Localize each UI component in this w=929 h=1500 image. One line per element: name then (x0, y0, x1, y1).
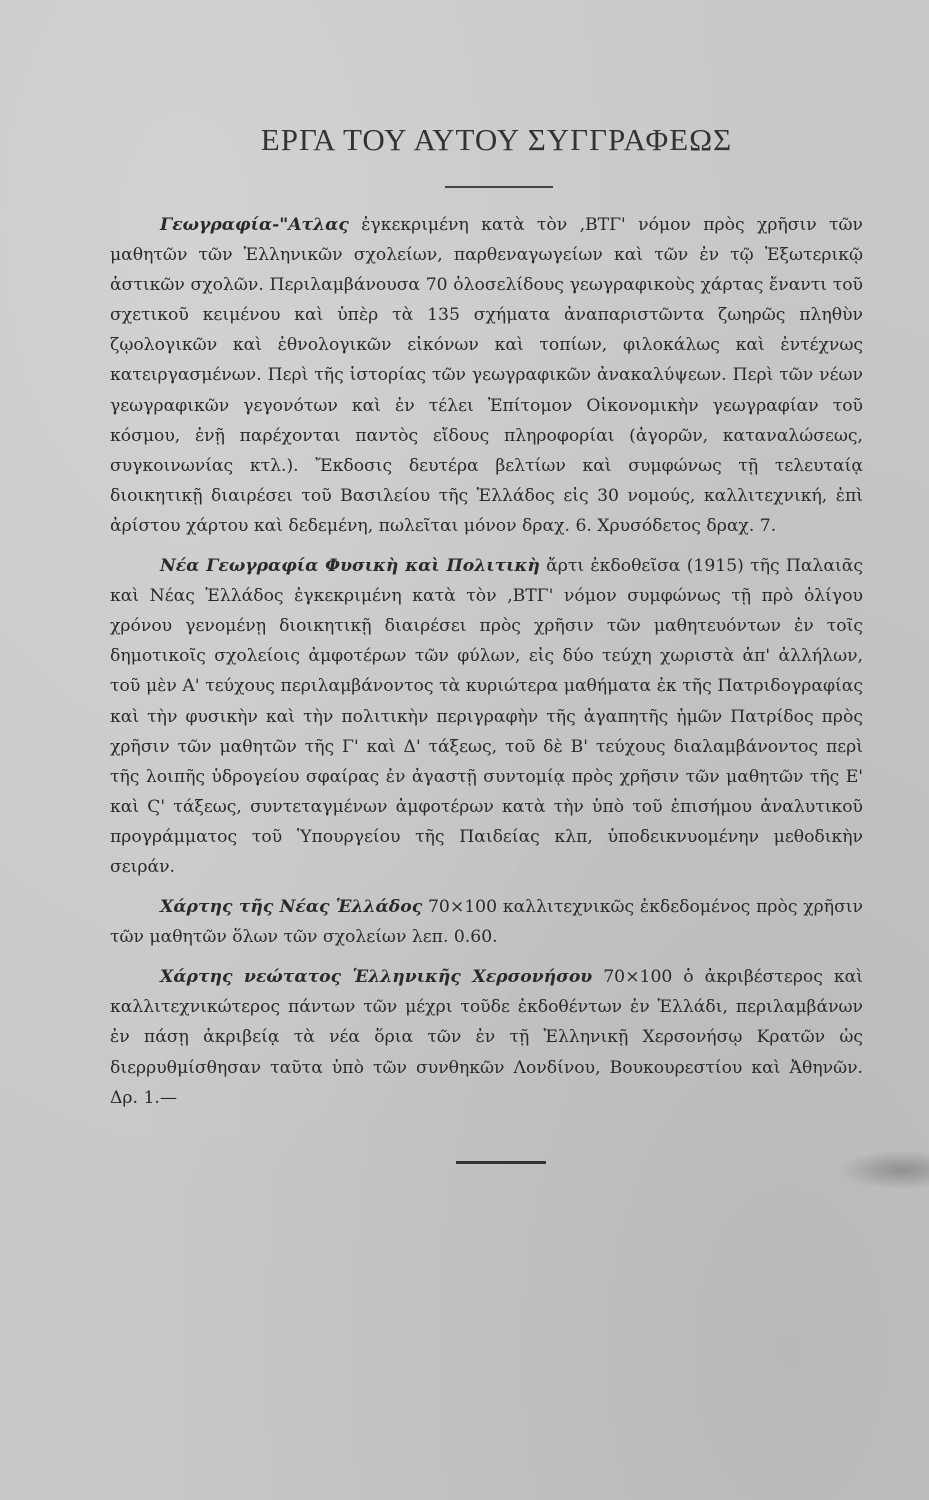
entry-text: 70×100 καλλιτεχνικῶς ἐκδεδομένος πρὸς χρῆσιν τῶν μαθητῶν ὅλων τῶν σχολείων λεπ. 0.60. (110, 897, 863, 948)
entry-text: ἐγκεκριμένη κατὰ τὸν ‚ΒΤΓ' νόμον πρὸς χρῆσιν τῶν μαθητῶν τῶν Ἑλληνικῶν σχολείων, παρθεναγωγείων καὶ τῶν ἐν τῷ Ἐξωτερικῷ ἀστικῶν σχολῶν. Περιλαμβάνουσα 70 ὁλοσελίδους γεωγραφικοὺς χάρτας ἔναντι τοῦ σχετικοῦ κειμένου καὶ ὑπὲρ τὰ 135 σχήματα ἀναπαριστῶντα ζωηρῶς πληθὺν ζῳολογικῶν καὶ ἐθνολογικῶν εἰκόνων καὶ τοπίων, φιλοκάλως καὶ ἐντέχνως κατειργασμένων. Περὶ τῆς ἱστορίας τῶν γεωγραφικῶν ἀνακαλύψεων. Περὶ τῶν νέων γεωγραφικῶν γεγονότων καὶ ἐν τέλει Ἐπίτομον Οἰκονομικὴν γεωγραφίαν τοῦ κόσμου, ἐνῇ παρέχονται παντὸς εἴδους πληροφορίαι (ἀγορῶν, καταναλώσεως, συγκοινωνίας κτλ.). Ἔκδοσις δευτέρα βελτίων καὶ συμφώνως τῇ τελευταίᾳ διοικητικῇ διαιρέσει τοῦ Βασιλείου τῆς Ἑλλάδος εἰς 30 νομούς, καλλιτεχνική, ἐπὶ ἀρίστου χάρτου καὶ δεδεμένη, πωλεῖται μόνον δραχ. 6. Χρυσόδετος δραχ. 7. (110, 215, 863, 536)
entry-map-hellenic-peninsula (110, 962, 863, 1112)
entry-geography-atlas (110, 210, 863, 541)
entry-title: Νέα Γεωγραφία Φυσικὴ καὶ Πολιτικὴ (160, 556, 540, 577)
heading-rule (445, 186, 553, 188)
closing-rule (456, 1161, 546, 1164)
entry-map-new-greece (110, 892, 863, 952)
page-heading: ΕΡΓΑ ΤΟΥ ΑΥΤΟΥ ΣΥΓΓΡΑΦΕΩΣ (260, 122, 733, 157)
entry-text: ἄρτι ἐκδοθεῖσα (1915) τῆς Παλαιᾶς καὶ Νέας Ἑλλάδος ἐγκεκριμένη κατὰ τὸν ‚ΒΤΓ' νόμον συμφώνως τῇ πρὸ ὀλίγου χρόνου γενομένῃ διοικητικῇ διαιρέσει πρὸς χρῆσιν τῶν μαθητευόντων ἐν τοῖς δημοτικοῖς σχολείοις ἀμφοτέρων τῶν φύλων, εἰς δύο τεύχη χωριστὰ ἀπ' ἀλλήλων, τοῦ μὲν Α' τεύχους περιλαμβάνοντος τὰ κυριώτερα μαθήματα ἐκ τῆς Πατριδογραφίας καὶ τὴν φυσικὴν καὶ τὴν πολιτικὴν περιγραφὴν τῆς ἀγαπητῆς ἡμῶν Πατρίδος πρὸς χρῆσιν τῶν μαθητῶν τῆς Γ' καὶ Δ' τάξεως, τοῦ δὲ Β' τεύχους διαλαμβάνοντος περὶ τῆς λοιπῆς ὑδρογείου σφαίρας ἐν ἀγαστῇ συντομίᾳ πρὸς χρῆσιν τῶν μαθητῶν τῆς Ε' καὶ Ϛ' τάξεως, συντεταγμένων ἀμφοτέρων κατὰ τὴν ὑπὸ τοῦ ἐπισήμου ἀναλυτικοῦ προγράμματος τοῦ Ὑπουργείου τῆς Παιδείας κλπ, ὑποδεικνυομένην μεθοδικὴν σειράν. (110, 556, 863, 877)
entry-text: 70×100 ὁ ἀκριβέστερος καὶ καλλιτεχνικώτερος πάντων τῶν μέχρι τοῦδε ἐκδοθέντων ἐν Ἑλλάδι, περιλαμβάνων ἐν πάσῃ ἀκριβείᾳ τὰ νέα ὅρια τῶν ἐν τῇ Ἑλληνικῇ Χερσονήσῳ Κρατῶν ὡς διερρυθμίσθησαν ταῦτα ὑπὸ τῶν συνθηκῶν Λονδίνου, Βουκουρεστίου καὶ Ἀθηνῶν. Δρ. 1.— (110, 967, 863, 1108)
entry-title: Γεωγραφία-"Ατλας (160, 215, 349, 235)
entry-title: Χάρτης νεώτατος Ἑλληνικῆς Χερσονήσου (160, 967, 593, 988)
entry-title: Χάρτης τῆς Νέας Ἑλλάδος (160, 897, 423, 918)
paper-smudge (839, 1150, 929, 1190)
entry-new-geography (110, 551, 863, 882)
